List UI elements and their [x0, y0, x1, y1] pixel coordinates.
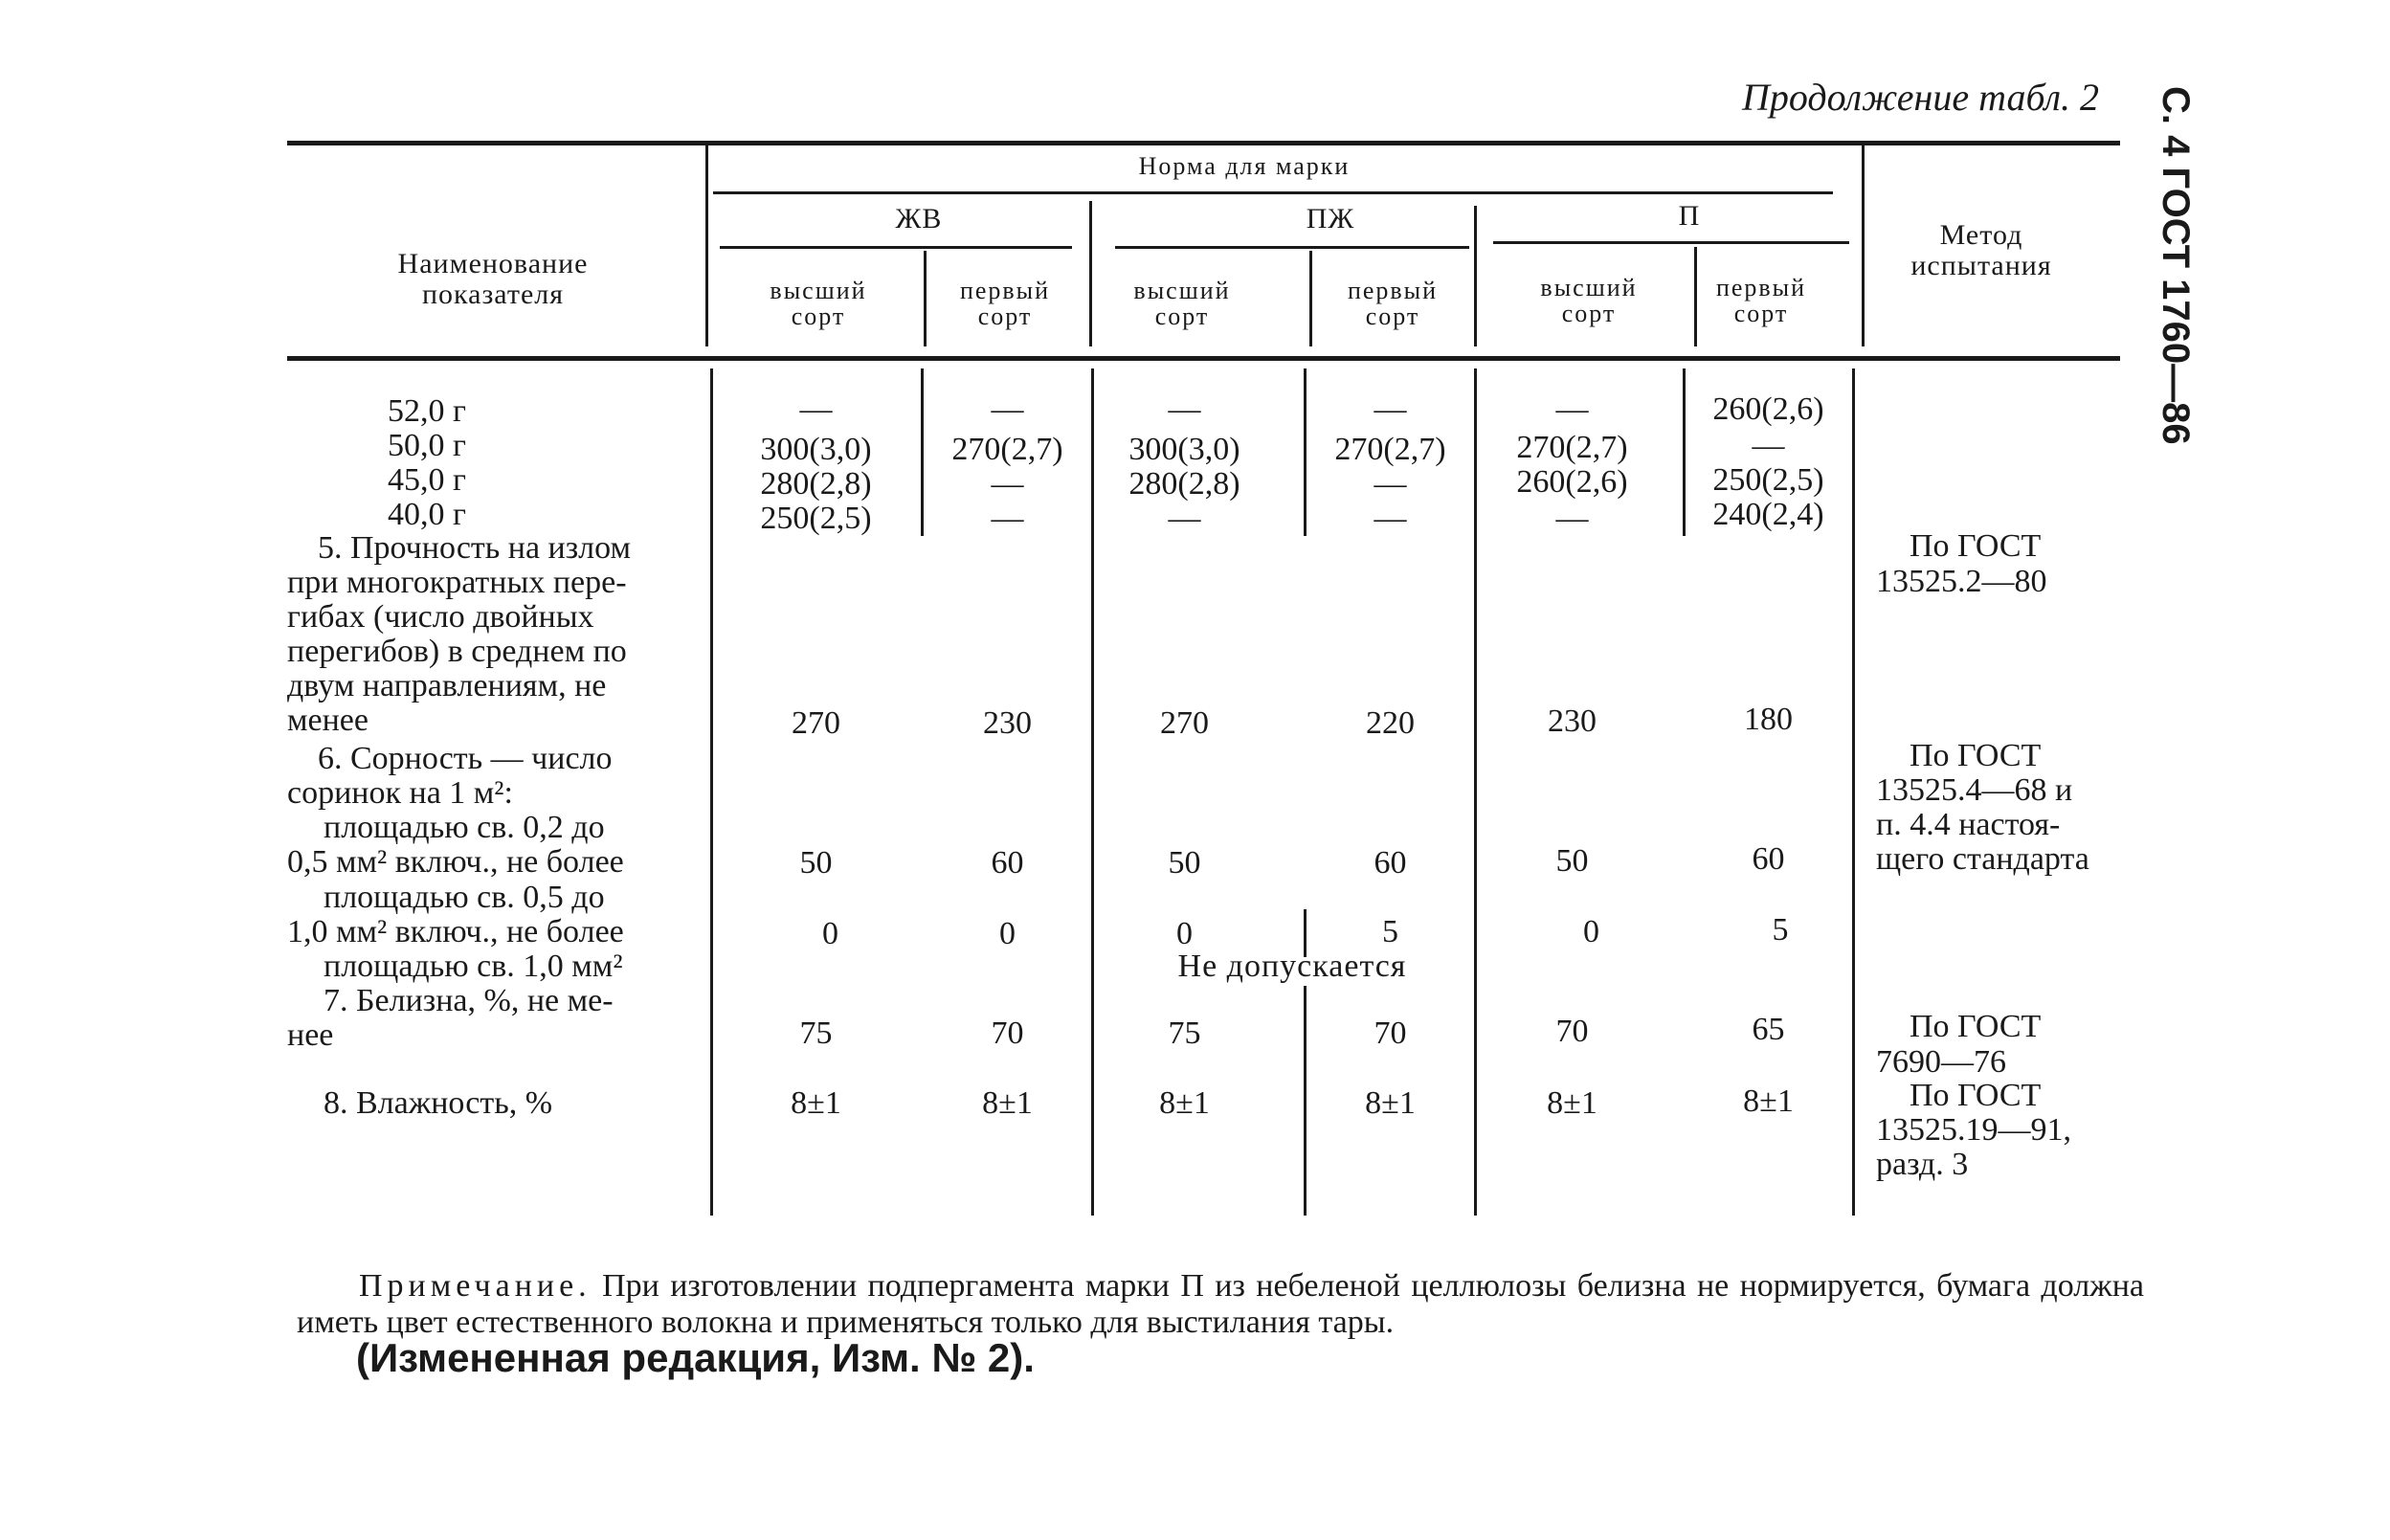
cell-value: — [991, 501, 1024, 536]
cell-value: 70 [991, 1016, 1024, 1051]
header-method: Метод испытания [1910, 219, 2052, 281]
method-reference: 7690—76 [1876, 1044, 2006, 1080]
cell-value: 230 [983, 705, 1032, 741]
method-reference: разд. 3 [1876, 1147, 1969, 1182]
row-label: соринок на 1 м²: [287, 775, 513, 811]
header-divider-pzh-grade [1309, 251, 1312, 346]
header-divider-p-grade [1694, 247, 1697, 346]
row-label: при многократных пере- [287, 565, 627, 600]
header-indicator-name: Наименование показателя [397, 248, 589, 310]
cell-value: 8±1 [1159, 1085, 1210, 1121]
cell-value: 300(3,0) [1128, 432, 1240, 467]
header-divider-method [1862, 145, 1865, 346]
amendment-reference: (Измененная редакция, Изм. № 2). [356, 1335, 1035, 1380]
row-label: менее [287, 703, 369, 738]
cell-value: 70 [1374, 1016, 1407, 1051]
row-label: 6. Сорность — число [318, 741, 613, 776]
row-label: 40,0 г [388, 497, 466, 532]
cell-value: 270(2,7) [1516, 430, 1628, 465]
header-divider-zhv-grade [924, 251, 927, 346]
method-reference: п. 4.4 настоя- [1876, 807, 2061, 842]
cell-value: — [1374, 466, 1407, 502]
cell-value: 280(2,8) [760, 466, 872, 502]
body-divider-8 [1683, 368, 1686, 536]
table-note [297, 1268, 2144, 1341]
row-label: 45,0 г [388, 462, 466, 498]
body-divider-9 [1852, 368, 1855, 1216]
cell-value: — [1752, 428, 1785, 463]
method-reference: щего стандарта [1876, 841, 2089, 877]
note-text: При изготовлении подпергамента марки П из небеленой целлюлозы белизна не нормируется, бумага должна иметь цвет естественного волокна и применяться только для выстилания тары. [297, 1268, 2145, 1340]
cell-value: 8±1 [1365, 1085, 1416, 1121]
cell-value: 230 [1548, 703, 1597, 739]
row-label: гибах (число двойных [287, 599, 594, 635]
cell-value: 250(2,5) [1712, 462, 1824, 498]
header-pzh-top-grade: высший сорт [1133, 277, 1231, 331]
header-brand-p: П [1678, 200, 1701, 232]
header-brand-pzh: ПЖ [1306, 203, 1355, 234]
method-reference: По ГОСТ [1910, 528, 2042, 564]
header-divider-pzh-p [1474, 206, 1477, 346]
note-prefix: Примечание. [359, 1268, 592, 1304]
cell-value: 0 [822, 916, 838, 951]
cell-value: 8±1 [1743, 1083, 1794, 1119]
row-label: нее [287, 1017, 334, 1053]
row-label: 5. Прочность на излом [318, 530, 632, 566]
header-brand-zhv: ЖВ [895, 203, 943, 234]
cell-value: 260(2,6) [1712, 391, 1824, 427]
cell-value: 300(3,0) [760, 432, 872, 467]
method-reference: По ГОСТ [1910, 738, 2042, 773]
cell-value: 240(2,4) [1712, 497, 1824, 532]
method-reference: По ГОСТ [1910, 1009, 2042, 1044]
header-pzh-first-grade: первый сорт [1347, 277, 1439, 331]
header-bottom-rule [287, 356, 2120, 361]
cell-value: 50 [799, 845, 833, 881]
cell-value: 280(2,8) [1128, 466, 1240, 502]
cell-value: — [1168, 501, 1201, 536]
cell-value: 5 [1772, 912, 1789, 948]
cell-value: 270(2,7) [951, 432, 1063, 467]
cell-value: — [1374, 391, 1407, 427]
table-continuation-caption: Продолжение табл. 2 [1742, 76, 2100, 119]
row-label: 0,5 мм² включ., не более [287, 844, 624, 880]
cell-value: — [1555, 501, 1589, 536]
row-label: площадью св. 0,5 до [324, 880, 605, 915]
cell-value: 270(2,7) [1334, 432, 1446, 467]
row-label: 1,0 мм² включ., не более [287, 914, 624, 949]
body-divider-4 [1304, 368, 1307, 536]
method-reference: 13525.19—91, [1876, 1112, 2071, 1148]
cell-value: 70 [1555, 1014, 1589, 1049]
cell-value: 60 [991, 845, 1024, 881]
cell-value: 75 [799, 1016, 833, 1051]
cell-value: 60 [1374, 845, 1407, 881]
cell-value: 180 [1744, 702, 1793, 737]
norm-header-rule [713, 191, 1833, 194]
body-divider-2 [921, 368, 924, 536]
cell-value: — [1374, 501, 1407, 536]
cell-value: — [991, 391, 1024, 427]
header-p-first-grade: первый сорт [1715, 274, 1807, 328]
cell-value: 260(2,6) [1516, 464, 1628, 500]
body-divider-6 [1304, 986, 1307, 1216]
cell-value: 8±1 [982, 1085, 1033, 1121]
cell-value: 270 [1160, 705, 1209, 741]
cell-value: 60 [1752, 841, 1785, 877]
row-label: перегибов) в среднем по [287, 634, 627, 669]
row-label: площадью св. 1,0 мм² [324, 949, 623, 984]
cell-value: 0 [999, 916, 1016, 951]
row-label: 50,0 г [388, 428, 466, 463]
cell-value: 5 [1382, 914, 1398, 949]
table-top-rule [287, 141, 2120, 145]
brand-header-rule-zhv [720, 246, 1072, 249]
header-divider-name [705, 145, 708, 346]
cell-value: 8±1 [791, 1085, 841, 1121]
cell-value: — [1168, 391, 1201, 427]
brand-header-rule-p [1493, 241, 1849, 244]
cell-value: 75 [1168, 1016, 1201, 1051]
cell-value: 8±1 [1547, 1085, 1597, 1121]
header-norm: Норма для марки [1138, 152, 1351, 180]
row-label: площадью св. 0,2 до [324, 810, 605, 845]
body-divider-3 [1091, 368, 1094, 1216]
method-reference: По ГОСТ [1910, 1078, 2042, 1113]
page-standard-code: С. 4 ГОСТ 1760—86 [2155, 86, 2197, 445]
row-label: 8. Влажность, % [324, 1085, 553, 1121]
cell-value: 250(2,5) [760, 501, 872, 536]
cell-value: 50 [1555, 843, 1589, 879]
cell-value: 0 [1583, 914, 1599, 949]
merged-cell-value: Не допускается [1177, 949, 1407, 984]
header-divider-zhv-pzh [1089, 201, 1092, 346]
header-p-top-grade: высший сорт [1540, 274, 1638, 328]
body-divider-7 [1474, 368, 1477, 1216]
cell-value: — [799, 391, 833, 427]
row-label: двум направлениям, не [287, 668, 607, 703]
header-zhv-top-grade: высший сорт [770, 277, 867, 331]
cell-value: 270 [792, 705, 840, 741]
method-reference: 13525.2—80 [1876, 564, 2047, 599]
cell-value: — [991, 466, 1024, 502]
method-reference: 13525.4—68 и [1876, 772, 2073, 808]
cell-value: — [1555, 391, 1589, 427]
cell-value: 65 [1752, 1012, 1785, 1047]
brand-header-rule-pzh [1115, 246, 1469, 249]
row-label: 7. Белизна, %, не ме- [324, 983, 614, 1018]
row-label: 52,0 г [388, 393, 466, 429]
body-divider-1 [710, 368, 713, 1216]
cell-value: 0 [1176, 916, 1193, 951]
header-zhv-first-grade: первый сорт [959, 277, 1051, 331]
cell-value: 50 [1168, 845, 1201, 881]
cell-value: 220 [1366, 705, 1415, 741]
